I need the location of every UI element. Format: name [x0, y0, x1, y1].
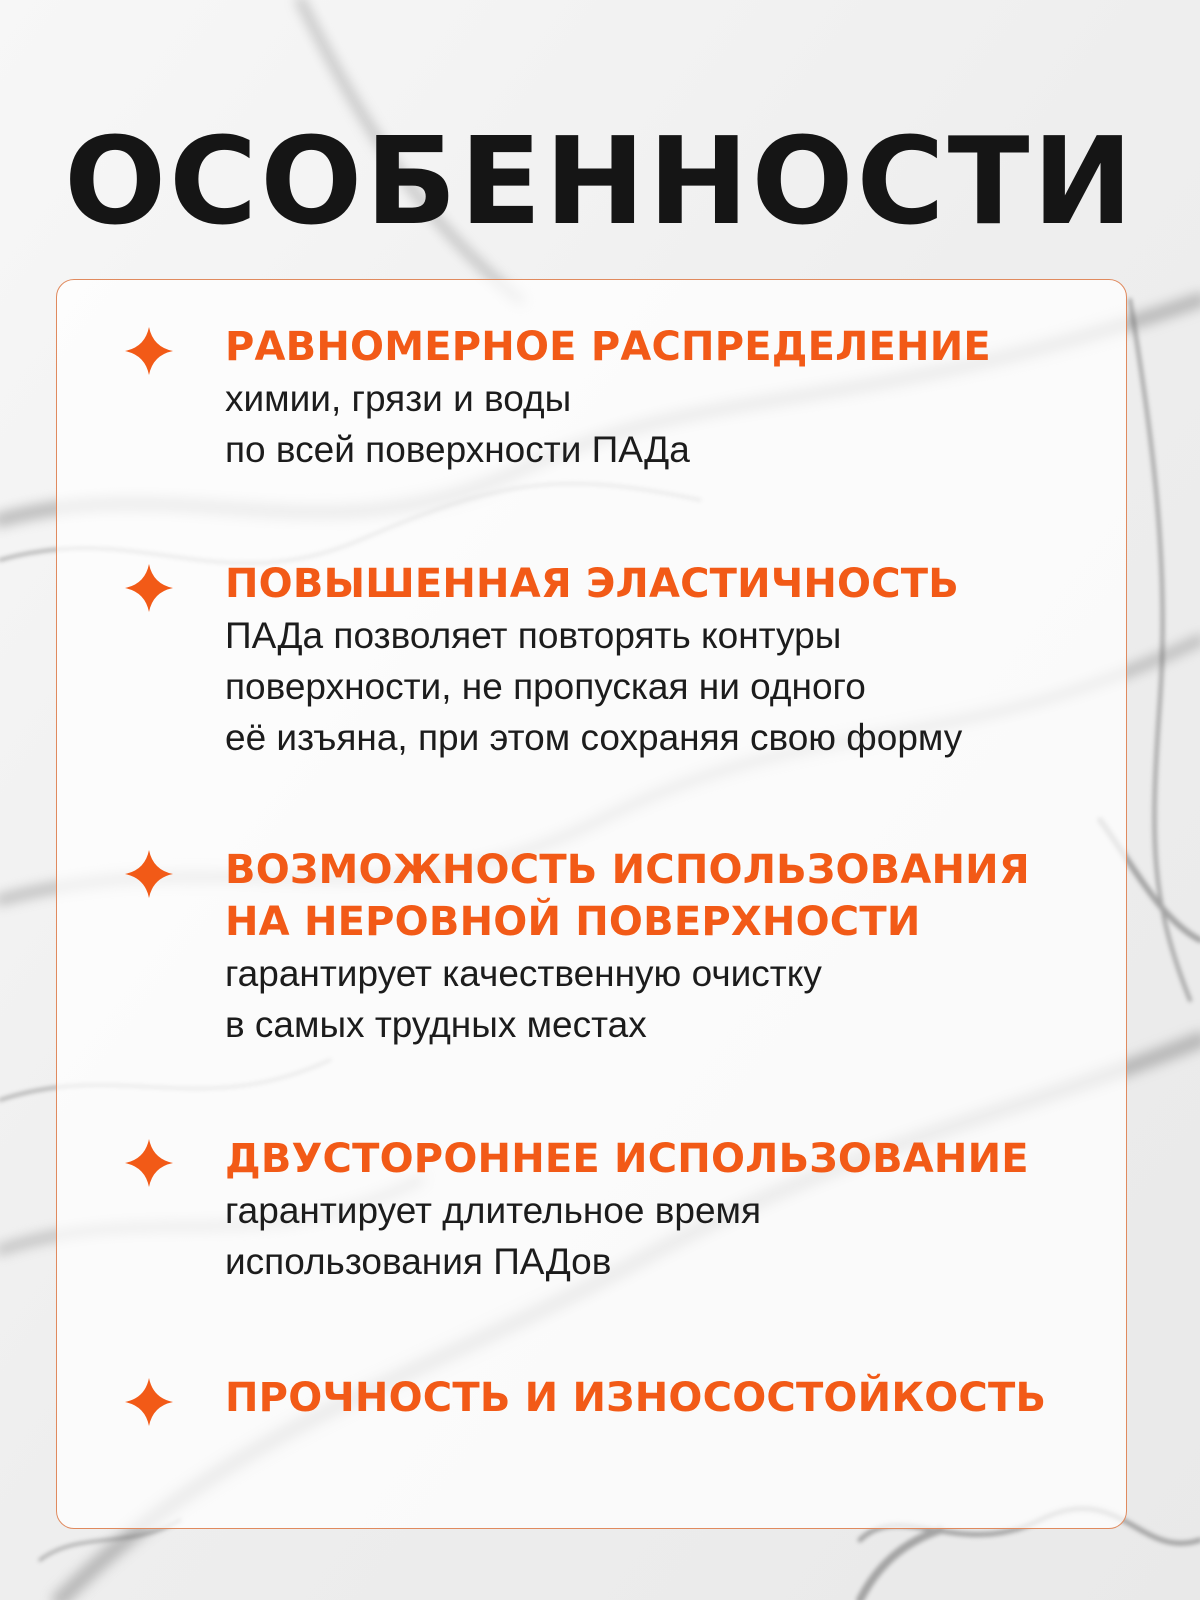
page-title: ОСОБЕННОСТИ [64, 113, 1136, 252]
feature-description: химии, грязи и воды [225, 378, 572, 419]
feature-description: ПАДа позволяет повторять контуры [225, 615, 842, 656]
feature-description: гарантирует длительное время [225, 1190, 762, 1231]
feature-title: ВОЗМОЖНОСТЬ ИСПОЛЬЗОВАНИЯ [225, 847, 1030, 893]
feature-description: её изъяна, при этом сохраняя свою форму [225, 717, 963, 758]
feature-text [225, 1133, 1105, 1287]
feature-text [225, 321, 1105, 475]
feature-text [225, 844, 1105, 1050]
four-point-star-icon [123, 848, 175, 900]
feature-title: ПОВЫШЕННАЯ ЭЛАСТИЧНОСТЬ [225, 561, 959, 607]
feature-text [225, 1372, 1105, 1424]
feature-description: использования ПАДов [225, 1241, 612, 1282]
features-panel [56, 279, 1127, 1529]
four-point-star-icon [123, 1137, 175, 1189]
feature-description: поверхности, не пропуская ни одного [225, 666, 866, 707]
feature-title: ПРОЧНОСТЬ И ИЗНОСОСТОЙКОСТЬ [225, 1375, 1047, 1421]
feature-title: РАВНОМЕРНОЕ РАСПРЕДЕЛЕНИЕ [225, 324, 991, 370]
feature-description: гарантирует качественную очистку [225, 953, 822, 994]
feature-title: НА НЕРОВНОЙ ПОВЕРХНОСТИ [225, 899, 921, 945]
feature-description: по всей поверхности ПАДа [225, 429, 690, 470]
feature-title: ДВУСТОРОННЕЕ ИСПОЛЬЗОВАНИЕ [225, 1136, 1029, 1182]
four-point-star-icon [123, 1376, 175, 1428]
four-point-star-icon [123, 562, 175, 614]
feature-description: в самых трудных местах [225, 1004, 647, 1045]
four-point-star-icon [123, 325, 175, 377]
feature-text [225, 558, 1105, 763]
